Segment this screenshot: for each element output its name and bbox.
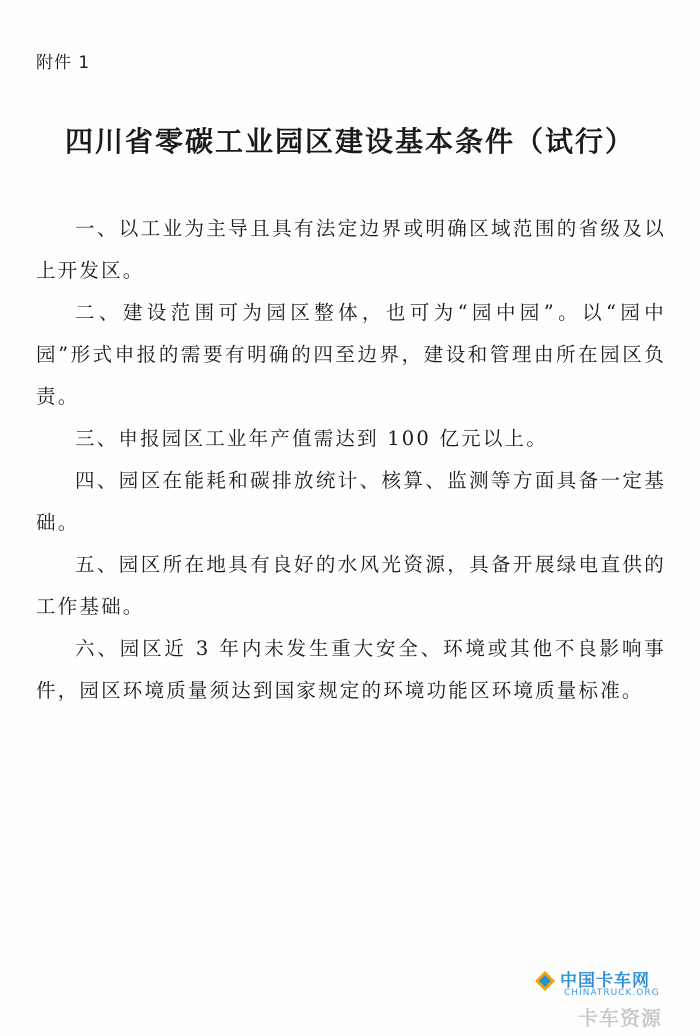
- paragraph: 二、建设范围可为园区整体，也可为“园中园”。以“园中园”形式申报的需要有明确的四至边界，建设和管理由所在园区负责。: [36, 301, 666, 408]
- watermark-brand: 中国卡车网: [560, 971, 650, 991]
- paragraph: 五、园区所在地具有良好的水风光资源，具备开展绿电直供的工作基础。: [36, 553, 666, 618]
- truck-logo-icon: [534, 970, 556, 992]
- watermark: [534, 964, 684, 1028]
- document-body: [36, 208, 666, 712]
- watermark-subtitle: 卡车资源: [578, 1006, 662, 1030]
- watermark-domain: CHINATRUCK.ORG: [564, 988, 660, 998]
- paragraph: 一、以工业为主导且具有法定边界或明确区域范围的省级及以上开发区。: [36, 217, 666, 282]
- paragraph: 三、申报园区工业年产值需达到 100 亿元以上。: [75, 427, 548, 450]
- attachment-label: 附件 1: [36, 53, 91, 73]
- document-title: 四川省零碳工业园区建设基本条件（试行）: [64, 125, 635, 158]
- paragraph: 六、园区近 3 年内未发生重大安全、环境或其他不良影响事件，园区环境质量须达到国家规定的环境功能区环境质量标准。: [36, 637, 666, 702]
- paragraph: 四、园区在能耗和碳排放统计、核算、监测等方面具备一定基础。: [36, 469, 666, 534]
